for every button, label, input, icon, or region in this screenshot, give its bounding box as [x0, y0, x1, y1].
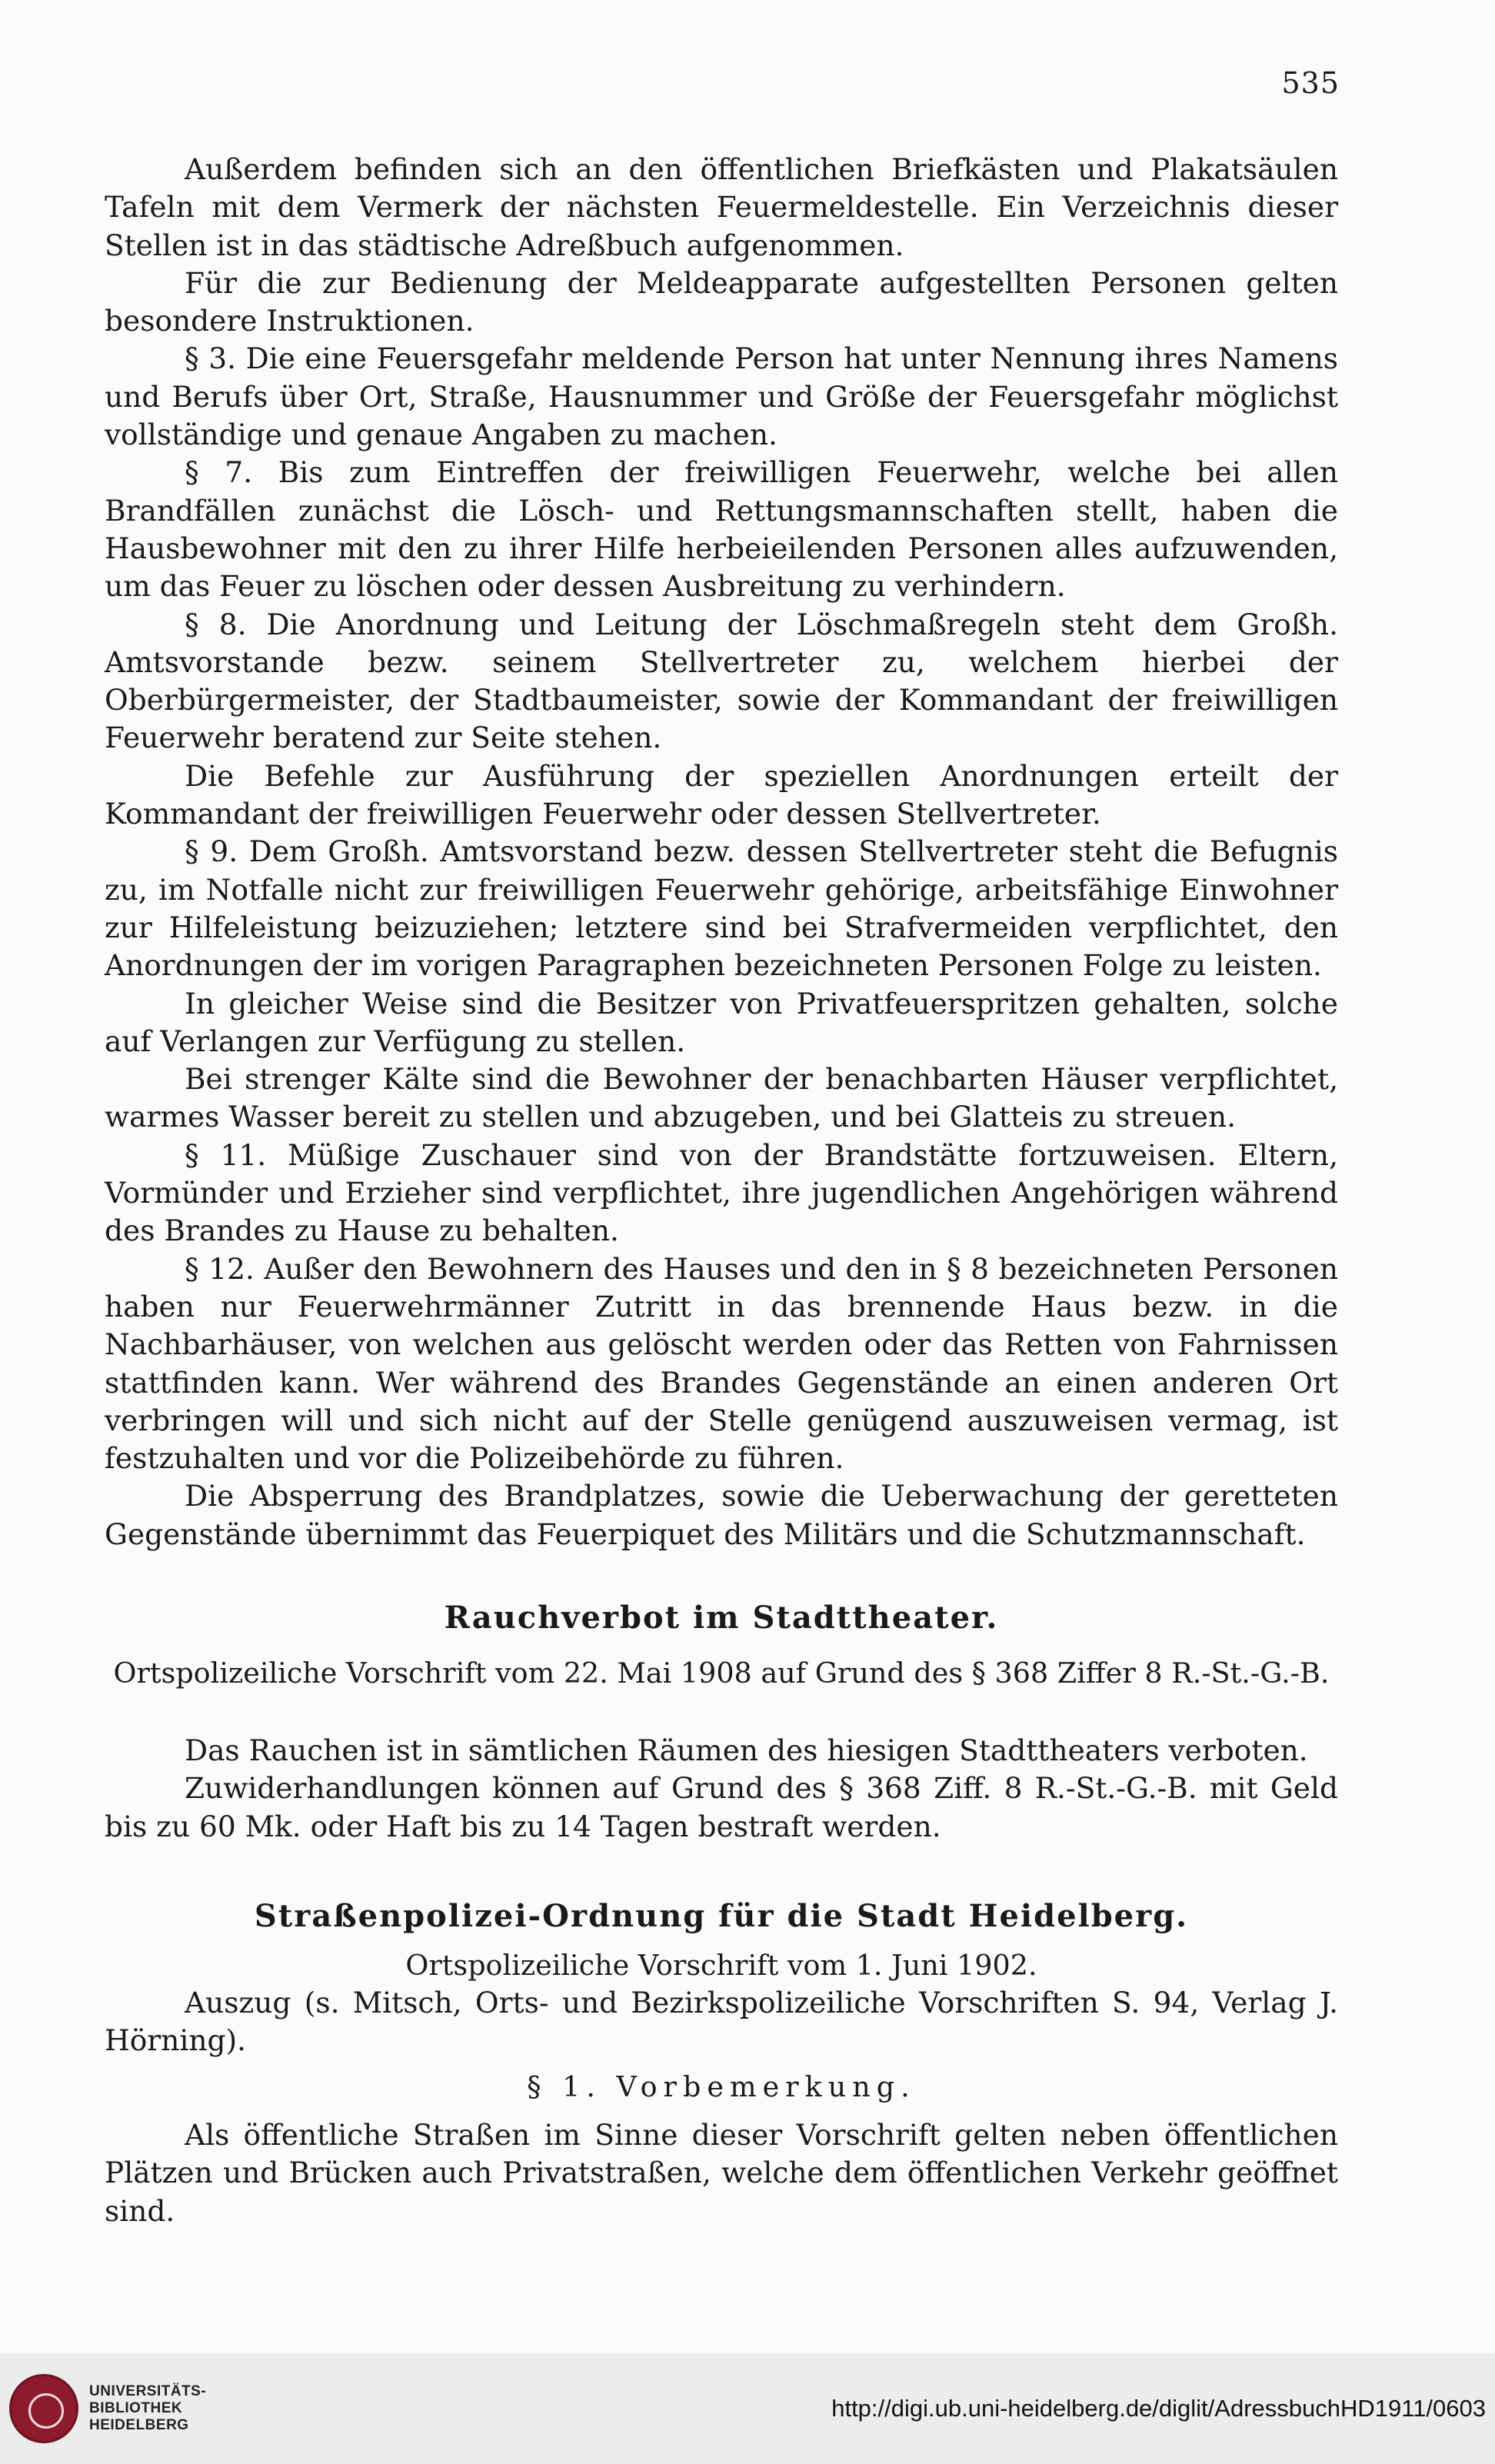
fire-regulations-text [105, 151, 1338, 1553]
section-subtitle-smoking-ban: Ortspolizeiliche Vorschrift vom 22. Mai 1908 auf Grund des § 368 Ziffer 8 R.-St.-G.-B. [113, 1657, 1330, 1690]
paragraph: § 12. Außer den Bewohnern des Hauses und den in § 8 bezeichneten Personen haben nur Feuerwehrmänner Zutritt in das brennende Haus bezw. in die Nachbarhäuser, von welchen aus gelöscht werden oder das Retten von Fahrnissen stattfinden kann. Wer während des Brandes Gegenstände an einen anderen Ort verbringen will und sich nicht auf der Stelle genügend auszuweisen vermag, ist festzuhalten und vor die Polizeibehörde zu führen. [105, 1251, 1338, 1476]
page-number: 535 [1281, 66, 1340, 100]
paragraph: Die Befehle zur Ausführung der speziellen Anordnungen erteilt der Kommandant der freiwilligen Feuerwehr oder dessen Stellvertreter. [105, 758, 1338, 831]
paragraph: Für die zur Bedienung der Meldeapparate aufgestellten Personen gelten besondere Instruktionen. [105, 265, 1338, 338]
paragraph: § 9. Dem Großh. Amtsvorstand bezw. dessen Stellvertreter steht die Befugnis zu, im Notfalle nicht zur freiwilligen Feuerwehr gehörige, arbeitsfähige Einwohner zur Hilfeleistung beizuziehen; letztere sind bei Strafvermeiden verpflichtet, den Anordnungen der im vorigen Paragraphen bezeichneten Personen Folge zu leisten. [105, 834, 1338, 983]
logo-line: HEIDELBERG [89, 2417, 189, 2433]
footer-bar [0, 2353, 1495, 2464]
source-note [105, 1984, 1338, 2060]
paragraph: § 7. Bis zum Eintreffen der freiwilligen Feuerwehr, welche bei allen Brandfällen zunächst die Lösch- und Rettungsmannschaften stellt, haben die Hausbewohner mit den zu ihrer Hilfe herbeieilenden Personen alles aufzuwenden, um das Feuer zu löschen oder dessen Ausbreitung zu verhindern. [105, 455, 1338, 604]
paragraph: § 11. Müßige Zuschauer sind von der Brandstätte fortzuweisen. Eltern, Vormünder und Erzieher sind verpflichtet, ihre jugendlichen Angehörigen während des Brandes zu Hause zu behalten. [105, 1137, 1338, 1248]
paragraph: Das Rauchen ist in sämtlichen Räumen des hiesigen Stadttheaters verboten. [185, 1733, 1308, 1767]
library-name [89, 2383, 206, 2434]
street-police-text [105, 2116, 1338, 2230]
paragraph: In gleicher Weise sind die Besitzer von Privatfeuerspritzen gehalten, solche auf Verlangen zur Verfügung zu stellen. [105, 986, 1338, 1058]
paragraph: § 3. Die eine Feuersgefahr meldende Person hat unter Nennung ihres Namens und Berufs über Ort, Straße, Hausnummer und Größe der Feuersgefahr möglichst vollständige und genaue Angaben zu machen. [105, 341, 1338, 452]
paragraph: Außerdem befinden sich an den öffentlichen Briefkästen und Plakatsäulen Tafeln mit dem Vermerk der nächsten Feuermeldestelle. Ein Verzeichnis dieser Stellen ist in das städtische Adreßbuch aufgenommen. [105, 152, 1338, 262]
library-logo[interactable] [9, 2370, 206, 2447]
section-subtitle-street-police: Ortspolizeiliche Vorschrift vom 1. Juni 1902. [405, 1949, 1037, 1982]
paragraph: Die Absperrung des Brandplatzes, sowie die Ueberwachung der geretteten Gegenstände übernimmt das Feuerpiquet des Militärs und die Schutzmannschaft. [105, 1479, 1338, 1551]
section-title-street-police: Straßenpolizei-Ordnung für die Stadt Heidelberg. [254, 1898, 1189, 1934]
logo-line: BIBLIOTHEK [89, 2400, 183, 2416]
paragraph: Auszug (s. Mitsch, Orts- und Bezirkspolizeiliche Vorschriften S. 94, Verlag J. Hörning). [105, 1986, 1338, 2058]
university-seal-icon [9, 2374, 78, 2443]
paragraph: Zuwiderhandlungen können auf Grund des § 368 Ziff. 8 R.-St.-G.-B. mit Geld bis zu 60 Mk. oder Haft bis zu 14 Tagen bestraft werden. [105, 1771, 1338, 1843]
logo-line: UNIVERSITÄTS- [89, 2383, 207, 2399]
paragraph: Als öffentliche Straßen im Sinne dieser Vorschrift gelten neben öffentlichen Plätzen und Brücken auch Privatstraßen, welche dem öffentlichen Verkehr geöffnet sind. [105, 2118, 1338, 2228]
paragraph-heading: § 1. Vorbemerkung. [527, 2070, 916, 2103]
section-title-smoking-ban: Rauchverbot im Stadttheater. [444, 1600, 999, 1636]
paragraph: § 8. Die Anordnung und Leitung der Löschmaßregeln steht dem Großh. Amtsvorstande bezw. seinem Stellvertreter zu, welchem hierbei der Oberbürgermeister, der Stadtbaumeister, sowie der Kommandant der freiwilligen Feuerwehr beratend zur Seite stehen. [105, 607, 1338, 755]
source-url-link[interactable]: http://digi.ub.uni-heidelberg.de/diglit/AdressbuchHD1911/0603 [831, 2395, 1486, 2422]
paragraph: Bei strenger Kälte sind die Bewohner der benachbarten Häuser verpflichtet, warmes Wasser bereit zu stellen und abzugeben, und bei Glatteis zu streuen. [105, 1062, 1338, 1134]
smoking-ban-text [105, 1732, 1338, 1846]
